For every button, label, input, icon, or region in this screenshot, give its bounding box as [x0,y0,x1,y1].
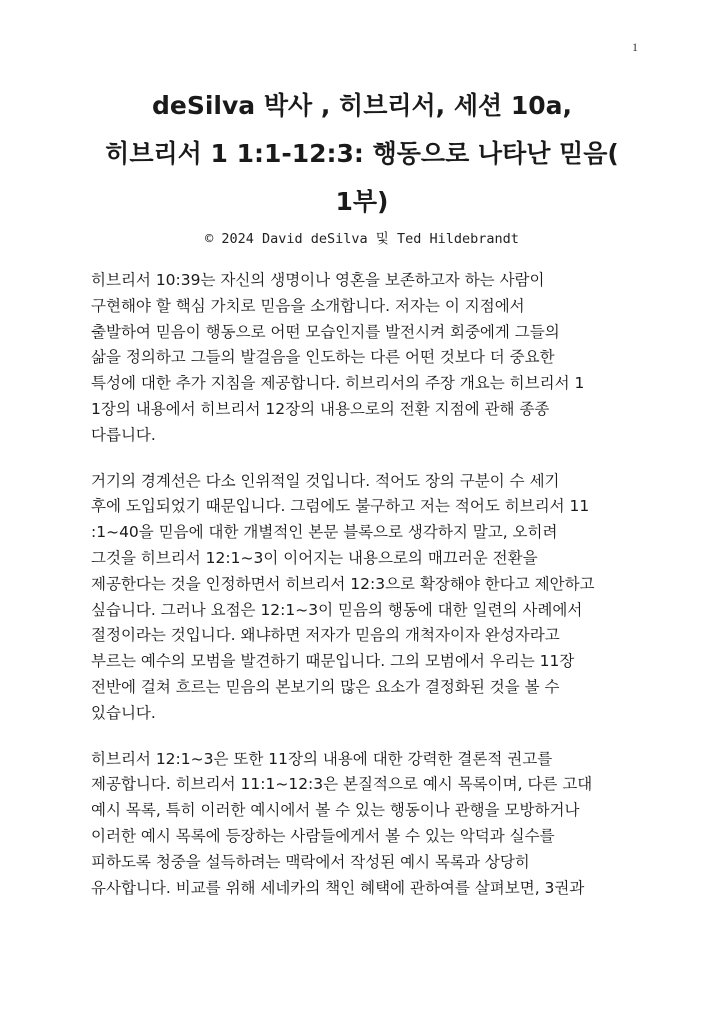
text-line: 그것을 히브리서 12:1~3이 이어지는 내용으로의 매끄러운 전환을 [91,548,538,567]
text-line: 다릅니다. [91,425,156,444]
text-line: 피하도록 청중을 설득하려는 맥락에서 작성된 예시 목록과 상당히 [91,852,530,871]
text-line: 출발하여 믿음이 행동으로 어떤 모습인지를 발전시켜 회중에게 그들의 [91,322,560,341]
text-line: 제공한다는 것을 인정하면서 히브리서 12:3으로 확장해야 한다고 제안하고 [91,574,595,593]
text-line: 이러한 예시 목록에 등장하는 사람들에게서 볼 수 있는 악덕과 실수를 [91,826,555,845]
paragraph [91,469,639,727]
copyright-notice: © 2024 David deSilva 및 Ted Hildebrandt [205,231,519,247]
title-line: 히브리서 1 1:1-12:3: 행동으로 나타난 믿음( [105,139,619,168]
text-line: 히브리서 10:39는 자신의 생명이나 영혼을 보존하고자 하는 사람이 [91,271,545,289]
text-line: 있습니다. [91,703,156,722]
document-title [60,82,664,226]
text-line: 후에 도입되었기 때문입니다. 그럼에도 불구하고 저는 적어도 히브리서 11 [91,497,590,516]
page-number: 1 [632,40,638,54]
paragraph [91,268,639,449]
text-line: 부르는 예수의 모범을 발견하기 때문입니다. 그의 모범에서 우리는 11장 [91,652,575,671]
text-line: 거기의 경계선은 다소 인위적일 것입니다. 적어도 장의 구분이 수 세기 [91,471,560,490]
text-line: 1장의 내용에서 히브리서 12장의 내용으로의 전환 지점에 관해 종종 [91,399,550,418]
text-line: 전반에 걸쳐 흐르는 믿음의 본보기의 많은 요소가 결정화된 것을 볼 수 [91,677,560,696]
text-line: 유사합니다. 비교를 위해 세네카의 책인 혜택에 관하여를 살펴보면, 3권과 [91,878,585,897]
text-line: 특성에 대한 추가 지침을 제공합니다. 히브리서의 주장 개요는 히브리서 1 [91,374,585,393]
text-line: 히브리서 12:1~3은 또한 11장의 내용에 대한 강력한 결론적 권고를 [91,749,553,768]
title-line: 1부) [335,187,389,216]
text-line: 삶을 정의하고 그들의 발걸음을 인도하는 다른 어떤 것보다 더 중요한 [91,348,555,367]
paragraph [91,747,639,902]
text-line: 절정이라는 것입니다. 왜냐하면 저자가 믿음의 개척자이자 완성자라고 [91,626,560,645]
text-line: 제공합니다. 히브리서 11:1~12:3은 본질적으로 예시 목록이며, 다른 고대 [91,775,593,794]
document-body [91,268,639,921]
text-line: 구현해야 할 핵심 가치로 믿음을 소개합니다. 저자는 이 지점에서 [91,296,525,315]
text-line: 싶습니다. 그러나 요점은 12:1~3이 믿음의 행동에 대한 일련의 사례에서 [91,600,583,619]
text-line: 예시 목록, 특히 이러한 예시에서 볼 수 있는 행동이나 관행을 모방하거나 [91,801,580,820]
text-line: :1~40을 믿음에 대한 개별적인 본문 블록으로 생각하지 말고, 오히려 [91,523,558,542]
title-line: deSilva 박사 , 히브리서, 세션 10a, [151,91,573,120]
